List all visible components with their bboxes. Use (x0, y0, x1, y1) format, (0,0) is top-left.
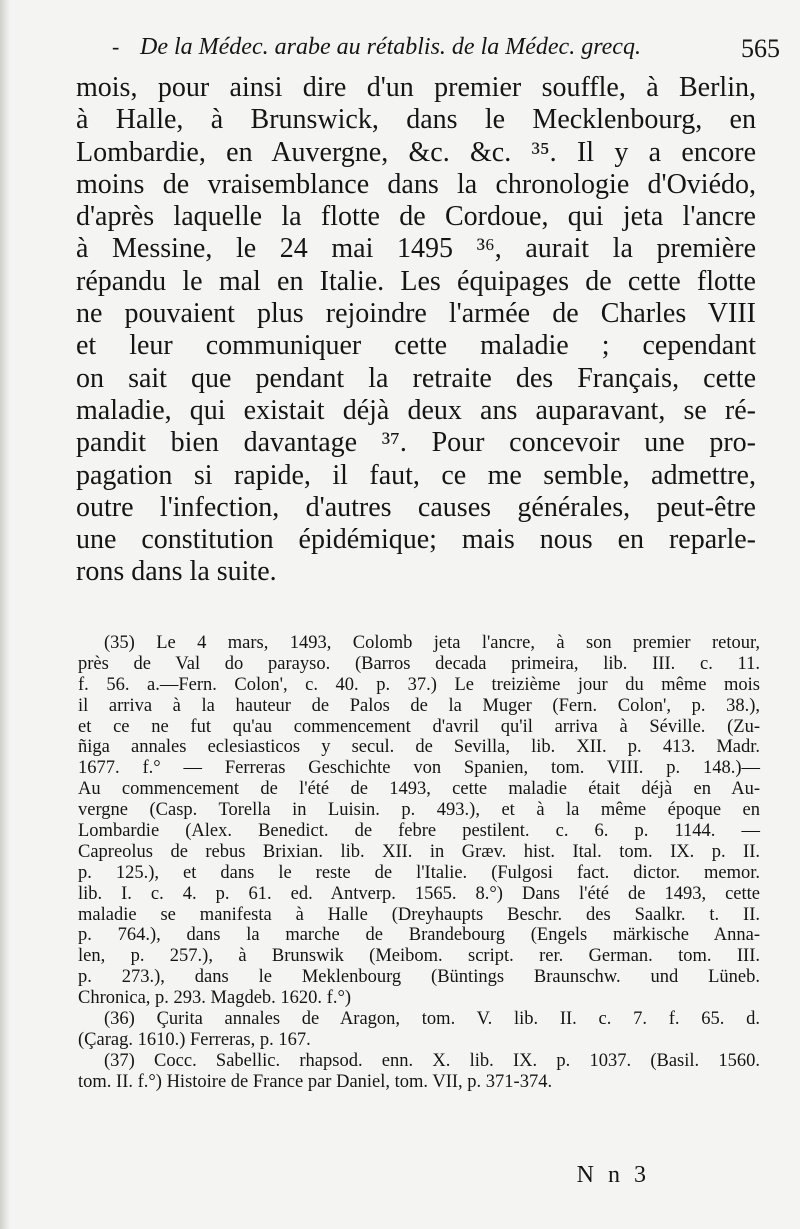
footnote-line: Au commencement de l'été de 1493, cette maladie était déjà en Au- (78, 779, 760, 800)
body-line: à Halle, à Brunswick, dans le Mecklenbourg, en (76, 104, 756, 136)
footnote-line: près de Val do parayso. (Barros decada primeira, lib. III. c. 11. (78, 653, 760, 674)
footnote-line: ñiga annales eclesiasticos y secul. de Sevilla, lib. XII. p. 413. Madr. (78, 737, 760, 758)
footnote-line: (36) Çurita annales de Aragon, tom. V. lib. II. c. 7. f. 65. d. (104, 1009, 760, 1030)
body-line: et leur communiquer cette maladie ; cependant (76, 330, 756, 362)
body-line: maladie, qui existait déjà deux ans auparavant, se ré- (76, 394, 756, 426)
footnotes (78, 633, 760, 1093)
footnote-line: lib. I. c. 4. p. 61. ed. Antverp. 1565. 8.°) Dans l'été de 1493, cette (78, 883, 760, 904)
gathering-signature: N n 3 (576, 1162, 650, 1188)
body-line: on sait que pendant la retraite des Français, cette (76, 362, 756, 394)
main-body-text (76, 72, 756, 589)
footnote-line: Chronica, p. 293. Magdeb. 1620. f.°) (78, 988, 352, 1009)
footnote-line: (Çarag. 1610.) Ferreras, p. 167. (78, 1029, 311, 1050)
body-line: outre l'infection, d'autres causes générales, peut-être (76, 491, 756, 523)
footnote-line: f. 56. a.—Fern. Colon', c. 40. p. 37.) Le treizième jour du même mois (78, 674, 760, 695)
footnote-line: p. 764.), dans la marche de Brandebourg (Engels märkische Anna- (78, 925, 760, 946)
footnote-line: len, p. 257.), à Brunswik (Meibom. script. rer. German. tom. III. (78, 946, 760, 967)
footnote-line: (37) Cocc. Sabellic. rhapsod. enn. X. lib. IX. p. 1037. (Basil. 1560. (104, 1050, 760, 1071)
body-line: rons dans la suite. (76, 556, 277, 588)
page-header (100, 30, 780, 70)
footnote-line: maladie se manifesta à Halle (Dreyhaupts Beschr. des Saalkr. t. II. (78, 904, 760, 925)
footnote-line: Lombardie (Alex. Benedict. de febre pestilent. c. 6. p. 1144. — (78, 821, 760, 842)
header-dash: - (112, 34, 120, 59)
footnote-line: tom. II. f.°) Histoire de France par Daniel, tom. VII, p. 371-374. (78, 1071, 553, 1092)
footnote-line: il arriva à la hauteur de Palos de la Muger (Fern. Colon', p. 38.), (78, 695, 760, 716)
footnote-line: p. 125.), et dans le reste de l'Italie. (Fulgosi fact. dictor. memor. (78, 862, 760, 883)
body-line: ne pouvaient plus rejoindre l'armée de Charles VIII (76, 298, 756, 330)
page-number: 565 (741, 34, 780, 63)
body-line: pandit bien davantage ³⁷. Pour concevoir une pro- (76, 427, 756, 459)
footnote-line: Capreolus de rebus Brixian. lib. XII. in Græv. hist. Ital. tom. IX. p. II. (78, 841, 760, 862)
body-line: Lombardie, en Auvergne, &c. &c. ³⁵. Il y a encore (76, 136, 756, 168)
page-edge-shadow (0, 0, 10, 1229)
footnote-line: et ce ne fut qu'au commencement d'avril qu'il arriva à Séville. (Zu- (78, 716, 760, 737)
body-line: à Messine, le 24 mai 1495 ³⁶, aurait la première (76, 233, 756, 265)
footnote-line: 1677. f.° — Ferreras Geschichte von Spanien, tom. VIII. p. 148.)— (78, 758, 760, 779)
body-line: moins de vraisemblance dans la chronologie d'Oviédo, (76, 168, 756, 200)
body-line: pagation si rapide, il faut, ce me semble, admettre, (76, 459, 756, 491)
body-line: mois, pour ainsi dire d'un premier souffle, à Berlin, (76, 72, 756, 103)
footnote-line: vergne (Casp. Torella in Luisin. p. 493.), et à la même époque en (78, 800, 760, 821)
body-line: répandu le mal en Italie. Les équipages de cette flotte (76, 265, 756, 297)
body-line: d'après laquelle la flotte de Cordoue, qui jeta l'ancre (76, 201, 756, 233)
footnote-line: p. 273.), dans le Meklenbourg (Büntings Braunschw. und Lüneb. (78, 967, 760, 988)
body-line: une constitution épidémique; mais nous en reparle- (76, 524, 756, 556)
footnote-line: (35) Le 4 mars, 1493, Colomb jeta l'ancre, à son premier retour, (104, 633, 760, 653)
running-head: De la Médec. arabe au rétablis. de la Médec. grecq. (140, 34, 641, 60)
